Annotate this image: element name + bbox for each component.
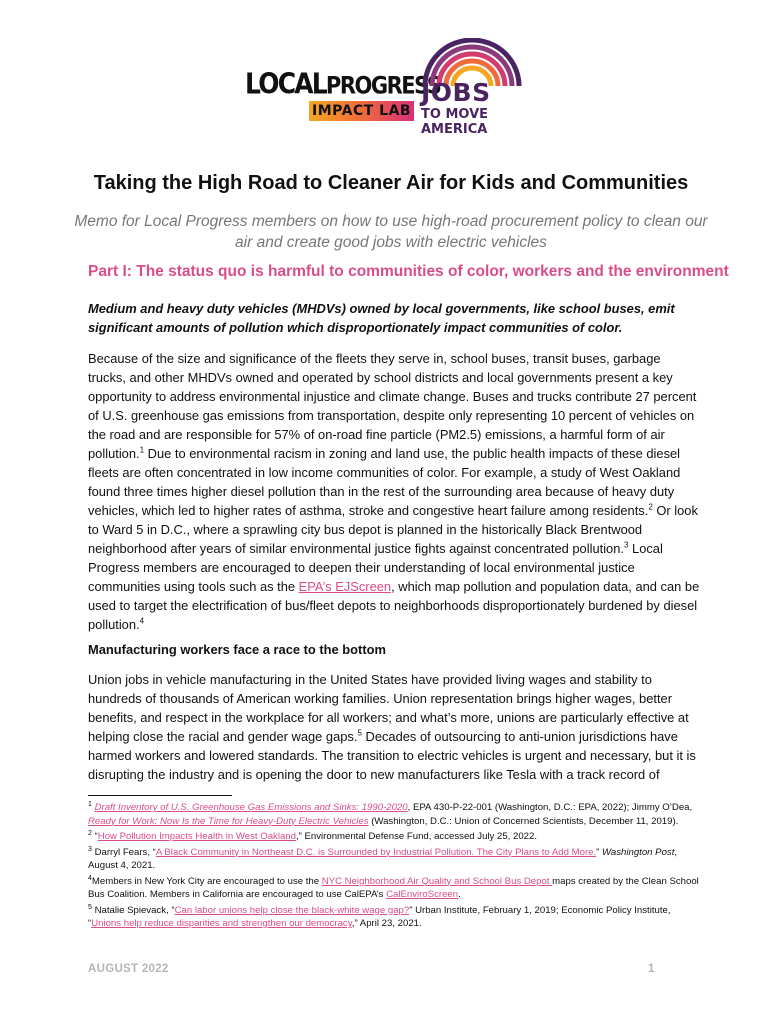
impact-lab-wordmark: IMPACT LAB (309, 101, 414, 121)
footnote-ref-1[interactable]: 1 (139, 445, 145, 455)
footnote-5-link[interactable]: Can labor unions help close the black-white wage gap? (174, 904, 410, 916)
footnote-ref-5[interactable]: 5 (357, 728, 362, 738)
page-number: 1 (648, 963, 655, 975)
part-one-heading: Part I: The status quo is harmful to communities of color, workers and the environment (88, 263, 729, 280)
footnote-divider (88, 795, 232, 796)
local-progress-wordmark: LOCALPROGRESS (245, 66, 441, 101)
body-paragraph-manufacturing: Union jobs in vehicle manufacturing in the United States have provided living wages and stability to hundreds of thousands of American working families. Union representation brings higher wages, better benefits, and respect in the workplace for all workers; and what’s more, unions are particularly effective at helping close the racial and gender wage gaps.$^5$ Decades of outsourcing to anti-union jurisdictions have harmed workers and lowered standards. The transition to electric vehicles is urgent and necessary, but it is disrupting the industry and is opening the door to new manufacturers like Tesla with a track record of (88, 672, 696, 782)
footnote-3: $^3$ Darryl Fears, “A Black Community in Northeast D.C. is Surrounded by Industrial Pollution. The City Plans to Add More.” Washington Post, August 4, 2021. (88, 845, 678, 871)
footnote-2: $^2$ “How Pollution Impacts Health in West Oakland,” Environmental Defense Fund, accessed July 25, 2022. (88, 829, 538, 842)
footnote-1: $^1$ Draft Inventory of U.S. Greenhouse Gas Emissions and Sinks: 1990-2020, EPA 430-P-22-001 (Washington, D.C.: EPA, 2022); Jimmy O’Dea, Ready for Work: Now Is the Time for Heavy-Duty Electric Vehicles (Washington, D.C.: Union of Concerned Scientists, December 11, 2019). (88, 800, 693, 827)
document-subtitle: Memo for Local Progress members on how to use high-road procurement policy to clean our air and create good jobs with electric vehicles (74, 213, 708, 251)
jobs-to-move-america-logo (415, 38, 530, 148)
footnote-1-link[interactable]: Draft Inventory of U.S. Greenhouse Gas Emissions and Sinks: 1990-2020 (94, 802, 408, 813)
ejscreen-link[interactable]: EPA’s EJScreen (298, 579, 392, 594)
footnote-3-link[interactable]: A Black Community in Northeast D.C. is Surrounded by Industrial Pollution. The City Plans to Add More. (155, 846, 597, 858)
footnote-ref-3[interactable]: 3 (623, 540, 629, 550)
footnote-ref-4[interactable]: 4 (139, 616, 145, 626)
body-paragraph-fleets: Because of the size and significance of the fleets they serve in, school buses, transit buses, garbage trucks, and other MHDVs owned and operated by school districts and local governments present a key opportunity to address environmental injustice and climate change. Buses and trucks contribute 27 percent of U.S. greenhouse gas emissions from transportation, despite only representing 10 percent of vehicles on the road and are responsible for 57% of on-road fine particle (PM2.5) emissions, a harmful form of air pollution.$^1$ Due to environmental racism in zoning and land use, the public health impacts of these diesel fleets are often concentrated in low income communities of color. For example, a study of West Oakland found three times higher diesel pollution than in the rest of the surrounding area because of heavy duty vehicles, which led to higher rates of asthma, stroke and congestive heart failure among residents.$^2$ Or look to Ward 5 in D.C., where a sprawling city bus depot is planned in the historically Black Brentwood neighborhood after years of similar environmental justice fights against concentrated pollution.$^3$ Local Progress members are encouraged to deepen their understanding of local environmental justice communities using tools such as the EPA’s EJScreen, which map pollution and population data, and can be used to target the electrification of bus/fleet depots to neighborhoods disproportionately burdened by diesel pollution.$^4$ (88, 351, 700, 632)
document-title: Taking the High Road to Cleaner Air for Kids and Communities (93, 172, 689, 194)
footer-date: AUGUST 2022 (88, 963, 169, 975)
lead-statement: Medium and heavy duty vehicles (MHDVs) owned by local governments, like school buses, emit significant amounts of pollution which disproportionately impact communities of color. (88, 301, 675, 335)
footnote-2-link[interactable]: How Pollution Impacts Health in West Oakland (97, 831, 296, 842)
local-progress-impact-lab-logo (245, 66, 441, 124)
footnote-5-link-2[interactable]: Unions help reduce disparities and strengthen our democracy (91, 918, 352, 929)
footnote-1-link-2[interactable]: Ready for Work: Now Is the Time for Heavy-Duty Electric Vehicles (88, 815, 369, 827)
footnotes (88, 801, 700, 933)
logo-row (0, 38, 782, 148)
footnote-4-link-2[interactable]: CalEnviroScreen (386, 889, 459, 900)
footnote-4-link[interactable]: NYC Neighborhood Air Quality and School Bus Depot (321, 875, 553, 887)
footnote-4: $^4$Members in New York City are encouraged to use the NYC Neighborhood Air Quality and School Bus Depot maps created by the Clean School Bus Coalition. Members in California are encouraged to use CalEPA’s CalEnviroScreen. (88, 874, 699, 900)
jobs-to-move-america-wordmark: JOBS TO MOVE AMERICA (421, 78, 491, 137)
footnote-ref-2[interactable]: 2 (648, 502, 653, 512)
section-subheading: Manufacturing workers face a race to the bottom (88, 642, 386, 657)
footnote-5: $^5$ Natalie Spievack, “Can labor unions help close the black-white wage gap?” Urban Institute, February 1, 2019; Economic Policy Institute, “Unions help reduce disparities and strengthen our democracy,” April 23, 2021. (88, 903, 671, 929)
